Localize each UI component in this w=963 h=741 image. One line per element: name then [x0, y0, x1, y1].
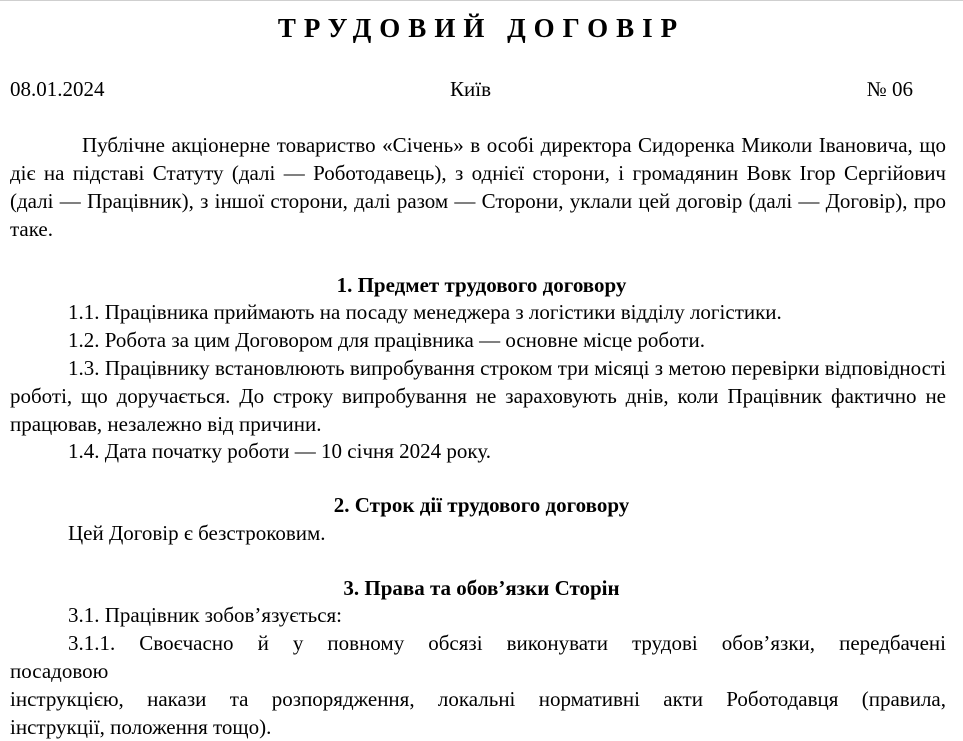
clause-1-4: 1.4. Дата початку роботи — 10 січня 2024 року.	[68, 439, 491, 463]
document-title: ТРУДОВИЙ ДОГОВІР	[277, 13, 686, 43]
clause-1-3: 1.3. Працівнику встановлюють випробування строком три місяці з метою перевірки відповідності роботі, що доручається. До строку випробування не зараховують днів, коли Працівник фактично не працював, незалежно від причини.	[10, 356, 946, 436]
section-heading-3: 3. Права та обов’язки Сторін	[343, 576, 620, 600]
clause-3-1-1-cont-1: посадовою	[10, 659, 109, 683]
clause-3-1-1-cont-2: інструкцією, накази та розпорядження, локальні нормативні акти Роботодавця (правила,	[10, 687, 946, 711]
contract-city: Київ	[450, 77, 491, 101]
section-heading-1: 1. Предмет трудового договору	[336, 273, 627, 297]
section-heading-2: 2. Строк дії трудового договору	[333, 493, 630, 517]
clause-2-text: Цей Договір є безстроковим.	[68, 521, 326, 545]
clause-3-1: 3.1. Працівник зобов’язується:	[68, 603, 343, 627]
intro-paragraph: Публічне акціонерне товариство «Січень» в особі директора Сидоренка Миколи Івановича, що діє на підставі Статуту (далі — Роботодавець), з однієї сторони, і громадянин Вовк Ігор Сергійович (далі — Працівник), з іншої сторони, далі разом — Сторони, уклали цей договір (далі — Договір), про таке.	[10, 133, 946, 241]
clause-1-2: 1.2. Робота за цим Договором для працівника — основне місце роботи.	[68, 328, 705, 352]
contract-date: 08.01.2024	[10, 77, 105, 101]
clause-1-1: 1.1. Працівника приймають на посаду менеджера з логістики відділу логістики.	[68, 300, 782, 324]
clause-3-1-1-cont-3: інструкції, положення тощо).	[10, 715, 272, 739]
contract-number: № 06	[866, 77, 913, 101]
clause-3-1-1: 3.1.1. Своєчасно й у повному обсязі виконувати трудові обов’язки, передбачені	[68, 631, 946, 655]
document-meta	[10, 77, 913, 103]
